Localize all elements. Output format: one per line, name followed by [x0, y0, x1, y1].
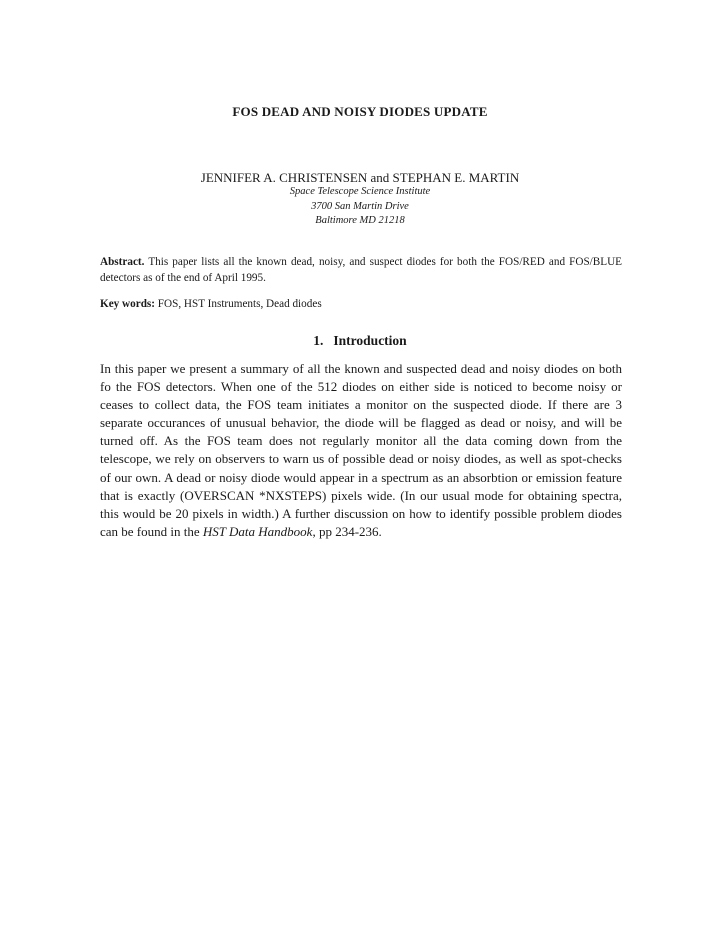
affiliation-institute: Space Telescope Science Institute [289, 186, 431, 197]
intro-text-end: , pp 234-236. [312, 523, 382, 539]
abstract-paragraph [100, 254, 622, 286]
keywords-text: FOS, HST Instruments, Dead diodes [157, 298, 322, 310]
abstract-text: This paper lists all the known dead, noisy, and suspect diodes for both the FOS/RED and FOS/BLUE detectors as of the end of April 1995. [100, 256, 622, 284]
keywords-paragraph [100, 296, 622, 312]
abstract-label: Abstract. [100, 256, 145, 268]
intro-text-main: In this paper we present a summary of all the known and suspected dead and noisy diodes on both fo the FOS detectors. When one of the 512 diodes on either side is noticed to become noisy or ceases to collect data, the FOS team initiates a monitor on the suspected diode. If there are 3 separate occurances of unusual behavior, the diode will be flagged as dead or noisy, and will be turned off. As the FOS team does not regularly monitor all the data coming down from the telescope, we rely on observers to warn us of possible dead or noisy diodes, as well as spot-checks of our own. A dead or noisy diode would appear in a spectrum as an absorbtion or emission feature that is exactly (OVERSCAN *NXSTEPS) pixels wide. (In our usual mode for obtaining spectra, this would be 20 pixels in width.) A further discussion on how to identify possible problem diodes can be found in the [100, 361, 622, 539]
section-title: Introduction [333, 333, 407, 348]
author-names: JENNIFER A. CHRISTENSEN and STEPHAN E. MARTIN [200, 170, 520, 185]
section-number: 1. [313, 333, 324, 348]
keywords-label: Key words: [100, 298, 155, 310]
intro-book-title: HST Data Handbook [202, 523, 313, 539]
section-heading [0, 333, 720, 349]
paper-title: FOS DEAD AND NOISY DIODES UPDATE [232, 104, 488, 119]
introduction-paragraph [100, 360, 622, 541]
affiliation-street: 3700 San Martin Drive [311, 201, 409, 212]
affiliation-city: Baltimore MD 21218 [315, 215, 405, 226]
